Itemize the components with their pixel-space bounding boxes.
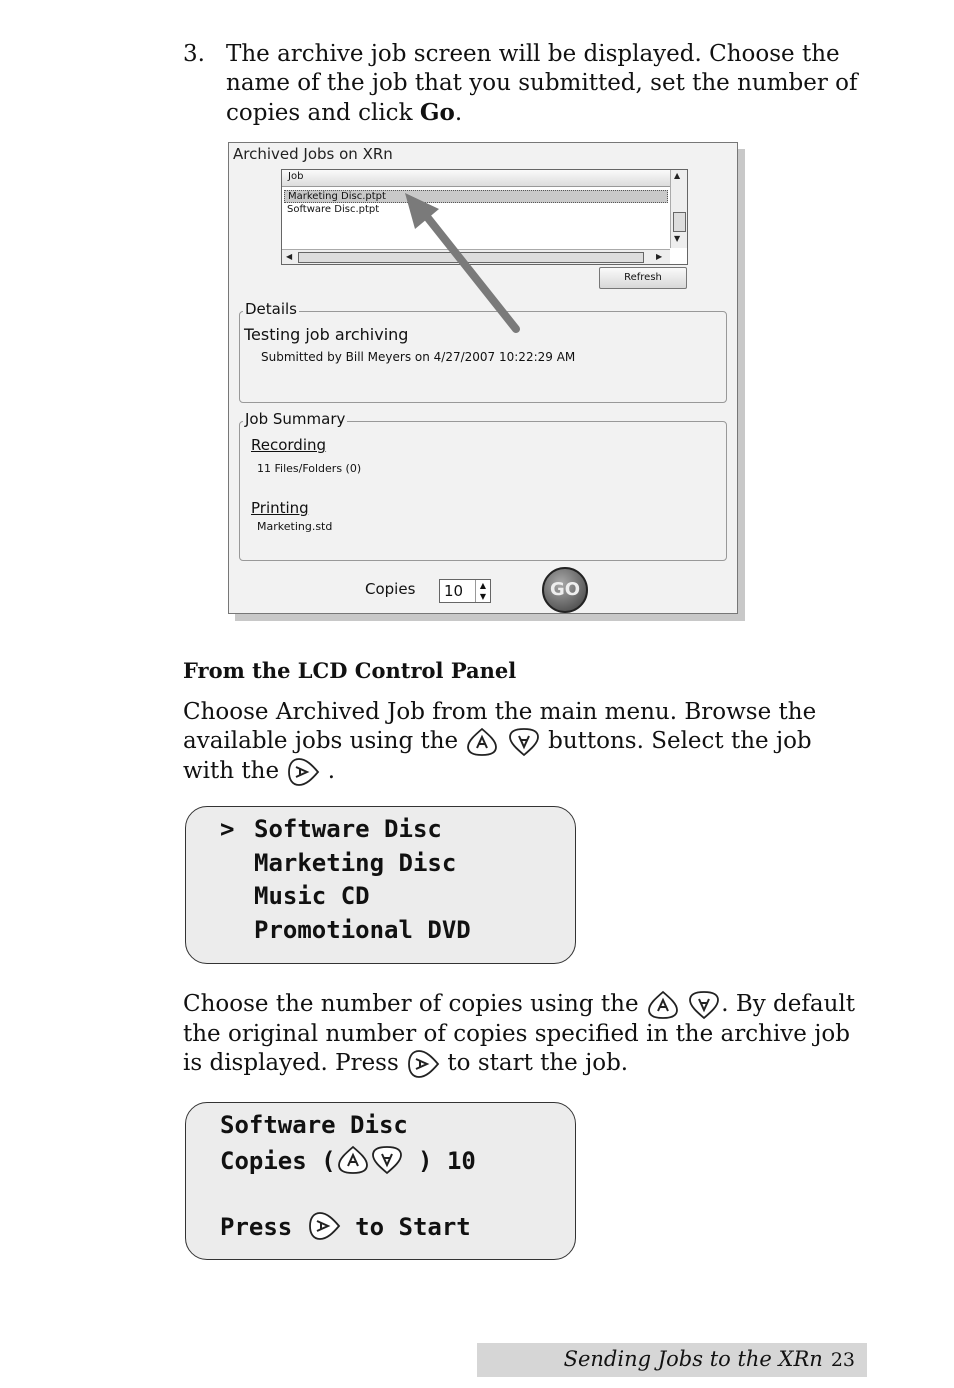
copies-value: 10: [444, 582, 464, 600]
spin-up-icon[interactable]: ▲: [479, 581, 487, 590]
scroll-down-icon[interactable]: ▼: [674, 234, 681, 243]
p1-text-c: .: [327, 758, 336, 784]
p1-text-b: buttons. Select the job with the: [183, 728, 812, 784]
copies-label: Copies: [365, 580, 416, 598]
footer-text: Sending Jobs to the XRn: [563, 1347, 823, 1371]
recording-value: 11 Files/Folders (0): [257, 462, 362, 475]
up-button-icon: [646, 990, 680, 1020]
go-button[interactable]: GO: [542, 567, 588, 613]
printing-value: Marketing.std: [257, 520, 333, 533]
up-button-icon: [465, 727, 499, 757]
job-column-label: Job: [288, 171, 304, 182]
enter-button-icon: [307, 1211, 341, 1241]
details-title: Testing job archiving: [244, 325, 409, 344]
recording-heading[interactable]: Recording: [251, 436, 327, 454]
p2-text-c: to start the job.: [447, 1050, 629, 1076]
spin-down-icon[interactable]: ▼: [479, 592, 487, 601]
go-keyword: Go: [419, 99, 455, 126]
step-number: 3.: [183, 41, 205, 67]
dialog-title: Archived Jobs on XRn: [233, 145, 393, 163]
page-number: 23: [830, 1349, 855, 1371]
job-summary-label: Job Summary: [245, 410, 346, 428]
details-submitted: Submitted by Bill Meyers on 4/27/2007 10:22:29 AM: [261, 350, 576, 364]
job-row-label: Software Disc.ptpt: [287, 204, 380, 215]
down-button-icon: [687, 990, 721, 1020]
archived-jobs-dialog: [228, 142, 738, 614]
lcd-menu-item: Music CD: [254, 882, 370, 910]
lcd-press-word: Press: [220, 1213, 293, 1241]
lcd-instructions-2: [183, 990, 863, 1079]
lcd-instructions-1: [183, 698, 863, 787]
enter-button-icon: [406, 1049, 440, 1079]
printing-heading[interactable]: Printing: [251, 499, 309, 517]
step-text: [226, 40, 876, 128]
footer-title: [564, 1347, 855, 1371]
p1-text-a: Choose Archived Job from the main menu. Browse the available jobs using the: [183, 699, 817, 754]
lcd-start-text: to Start: [355, 1213, 471, 1241]
lcd-job-menu: [185, 806, 576, 964]
p2-text-a: Choose the number of copies using the: [183, 991, 639, 1017]
lcd-press-line: [220, 1211, 471, 1241]
job-row-label: Marketing Disc.ptpt: [288, 191, 386, 202]
page-footer: [477, 1343, 867, 1377]
enter-button-icon: [286, 757, 320, 787]
p2-text-b: . By default the original number of copies specified in the archive job is displayed. Press: [183, 991, 856, 1076]
pointer-arrow-icon: [229, 143, 737, 613]
step-text-end: .: [454, 100, 463, 126]
lcd-copies-line: [220, 1145, 476, 1175]
scroll-left-icon[interactable]: ◀: [286, 252, 293, 261]
section-heading: From the LCD Control Panel: [183, 658, 517, 683]
lcd-menu-item: Software Disc: [254, 815, 442, 843]
refresh-button[interactable]: Refresh: [599, 267, 687, 289]
up-button-icon: [336, 1145, 370, 1175]
lcd-copies-suffix: ) 10: [418, 1147, 476, 1175]
scroll-up-icon[interactable]: ▲: [674, 171, 681, 180]
lcd-copies-prefix: Copies (: [220, 1147, 336, 1175]
lcd-menu-item: Marketing Disc: [254, 849, 457, 877]
down-button-icon: [507, 727, 541, 757]
lcd-cursor: >: [220, 815, 235, 843]
lcd-copies-screen: [185, 1102, 576, 1260]
lcd-menu-item: Promotional DVD: [254, 916, 471, 944]
step-text-main: The archive job screen will be displayed. Choose the name of the job that you submitted, set the number of copies and click: [226, 41, 858, 126]
scroll-right-icon[interactable]: ▶: [656, 252, 663, 261]
down-button-icon: [370, 1145, 404, 1175]
details-label: Details: [245, 300, 298, 318]
lcd-job-name: Software Disc: [220, 1111, 408, 1139]
